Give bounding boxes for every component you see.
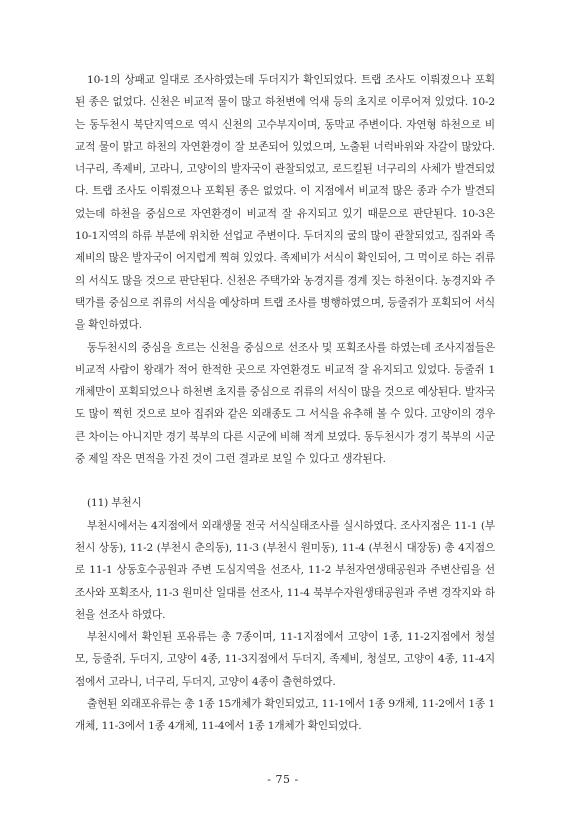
paragraph-bucheon-mammals: 부천시에서 확인된 포유류는 총 7종이며, 11-1지점에서 고양이 1종, 11-2지점에서 청설모, 등줄쥐, 두더지, 고양이 4종, 11-3지점에서 두더지, 족제비, 청설모, 고양이 4종, 11-4지점에서 고라니, 너구리, 두더지, 고양이 4종이 출현하였다. (75, 631, 495, 688)
paragraph-dongducheon-summary: 동두천시의 중심을 흐르는 신천을 중심으로 선조사 및 포획조사를 하였는데 조사지점들은 비교적 사람이 왕래가 적어 한적한 곳으로 자연환경도 비교적 잘 유지되고 있었다. 등줄쥐 1개체만이 포획되었으나 하천변 초지를 중심으로 쥐류의 서식이 많을 것으로 예상된다. 발자국도 많이 찍힌 것으로 보아 집쥐와 같은 외래종도 그 서식을 유추해 볼 수 있다. 고양이의 경우 큰 차이는 아니지만 경기 북부의 다른 시군에 비해 적게 보였다. 동두천시가 경기 북부의 시군 중 제일 작은 면적을 가진 것이 그런 결과로 보일 수 있다고 생각된다. (75, 341, 495, 466)
paragraph-dongducheon-sites: 10-1의 상패교 일대로 조사하였는데 두더지가 확인되었다. 트랩 조사도 이뤄졌으나 포획된 종은 없었다. 신천은 비교적 물이 많고 하천변에 억새 등의 초지로 이루어져 있었다. 10-2는 동두천시 북단지역으로 역시 신천의 고수부지이며, 동막교 주변이다. 자연형 하천으로 비교적 물이 맑고 하천의 자연환경이 잘 보존되어 있었으며, 노출된 너럭바위와 자갈이 많았다. 너구리, 족제비, 고라니, 고양이의 발자국이 관찰되었고, 로드킬된 너구리의 사체가 발견되었다. 트랩 조사도 이뤄졌으나 포획된 종은 없었다. 이 지점에서 비교적 많은 종과 수가 발견되었는데 하천을 중심으로 자연환경이 비교적 잘 유지되고 있기 때문으로 판단된다. 10-3은 10-1지역의 하류 부분에 위치한 선업교 주변이다. 두더지의 굴의 많이 관찰되었고, 집쥐와 족제비의 많은 발자국이 어지럽게 찍혀 있었다. 족제비가 서식이 확인되어, 그 먹이로 하는 쥐류의 서식도 많을 것으로 판단된다. 신천은 주택가와 농경지를 경계 짓는 하천이다. 농경지와 주택가를 중심으로 쥐류의 서식을 예상하며 트랩 조사를 병행하였으며, 등줄쥐가 포획되어 서식을 확인하였다. (75, 74, 495, 332)
page-number: - 75 - (267, 773, 299, 786)
paragraph-bucheon-sites: 부천시에서는 4지점에서 외래생물 전국 서식실태조사를 실시하였다. 조사지점은 11-1 (부천시 상동), 11-2 (부천시 춘의동), 11-3 (부천시 원미동), 11-4 (부천시 대장동) 총 4지점으로 11-1 상동호수공원과 주변 도심지역을 선조사, 11-2 부천자연생태공원과 주변산림을 선조사와 포획조사, 11-3 원미산 일대를 선조사, 11-4 북부수자원생태공원과 주변 경작지와 하천을 선조사 하였다. (75, 519, 495, 621)
section-gap (75, 470, 495, 492)
paragraph-bucheon-alien-mammals: 출현된 외래포유류는 총 1종 15개체가 확인되었고, 11-1에서 1종 9개체, 11-2에서 1종 1개체, 11-3에서 1종 4개체, 11-4에서 1종 1개체가 확인되었다. (75, 698, 495, 733)
document-body (75, 69, 495, 738)
section-heading-bucheon: (11) 부천시 (87, 497, 142, 510)
